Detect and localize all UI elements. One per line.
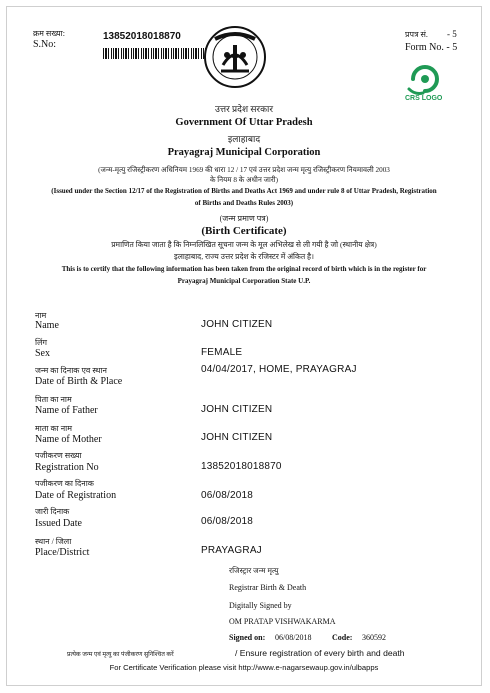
field-regno-value: 13852018018870	[201, 461, 282, 472]
signer-name: OM PRATAP VISHWAKARMA	[229, 617, 336, 626]
field-regdate-value: 06/08/2018	[201, 490, 254, 501]
state-english: Government Of Uttar Pradesh	[175, 117, 313, 128]
field-issued-hindi: जारी दिनाक	[35, 507, 70, 516]
signed-on-label: Signed on:	[229, 633, 266, 642]
registrar-english: Registrar Birth & Death	[229, 583, 307, 592]
form-hindi-label: प्रपत्र सं.	[405, 30, 428, 39]
sno-label: S.No:	[33, 39, 57, 50]
field-father-label: Name of Father	[35, 405, 98, 416]
field-name-label: Name	[35, 320, 59, 331]
signed-on-value: 06/08/2018	[275, 633, 312, 642]
field-name-value: JOHN CITIZEN	[201, 319, 273, 330]
registrar-hindi: रजिस्ट्रार जन्म मृत्यु	[229, 566, 279, 575]
cert-hindi-title: (जन्म प्रमाण पत्र)	[219, 214, 269, 223]
state-hindi: उत्तर प्रदेश सरकार	[214, 104, 274, 114]
certificate-page	[6, 6, 482, 686]
field-father-hindi: पिता का नाम	[35, 395, 72, 404]
certify-hindi-line2: इलाहाबाद, राज्य उत्तर प्रदेश के रजिस्टर में अंकित है।	[174, 252, 314, 261]
footer-ensure-hindi: प्रत्येक जन्म एवं मृत्यु का पंजीकरण सुनिश्चित करें	[67, 651, 174, 658]
act-english-line2: of Births and Deaths Rules 2003)	[194, 199, 294, 207]
field-mother-hindi: माता का नाम	[35, 424, 72, 433]
up-emblem-icon	[203, 25, 267, 89]
form-number-label: Form No. - 5	[405, 42, 458, 53]
field-regno-hindi: पजीकरण सख्या	[35, 451, 82, 460]
code-label: Code:	[332, 633, 353, 642]
certify-english-line1: This is to certify that the following information has been taken from the original record of birth which is in the register for	[61, 265, 427, 273]
certify-hindi-line1: प्रमाणित किया जाता है कि निम्नलिखित सूचना जन्म के मूल अभिलेख से ली गयी है जो (स्थानीय क्षेत्र)	[111, 240, 377, 249]
field-mother-label: Name of Mother	[35, 434, 102, 445]
field-name-hindi: नाम	[35, 311, 47, 320]
act-english-line1: (Issued under the Section 12/17 of the Registration of Births and Deaths Act 1969 and under rule 8 of Uttar Pradesh, Registration	[51, 187, 437, 195]
field-sex-hindi: लिंग	[35, 338, 47, 347]
sno-value: 13852018018870	[103, 31, 181, 42]
field-place-label: Place/District	[35, 547, 90, 558]
field-place-hindi: स्थान / जिला	[35, 537, 72, 546]
act-hindi-line1: (जन्म-मृत्यु रजिस्ट्रीकरण अधिनियम 1969 की धारा 12 / 17 एवं उत्तर प्रदेश जन्म मृत्यु रजिस्ट्रीकरण नियमावली 2003	[98, 166, 390, 174]
field-mother-value: JOHN CITIZEN	[201, 432, 273, 443]
cert-english-title: (Birth Certificate)	[201, 225, 287, 237]
field-father-value: JOHN CITIZEN	[201, 404, 273, 415]
field-sex-label: Sex	[35, 348, 50, 359]
field-place-value: PRAYAGRAJ	[201, 545, 262, 556]
corporation-name: Prayagraj Municipal Corporation	[167, 147, 321, 158]
field-regno-label: Registration No	[35, 462, 99, 473]
digitally-signed-by: Digitally Signed by	[229, 601, 292, 610]
field-dob-label: Date of Birth & Place	[35, 376, 123, 387]
field-dob-value: 04/04/2017, HOME, PRAYAGRAJ	[201, 364, 357, 375]
footer-verification-text: For Certificate Verification please visit http://www.e-nagarsewaup.gov.in/ulbapps	[109, 663, 379, 672]
certify-english-line2: Prayagraj Municipal Corporation State U.P.	[177, 277, 311, 285]
field-issued-value: 06/08/2018	[201, 516, 254, 527]
field-regdate-label: Date of Registration	[35, 490, 117, 501]
form-hindi-number: - 5	[447, 29, 457, 39]
act-hindi-line2: के नियम 8 के अधीन जारी)	[209, 176, 279, 184]
crs-logo-text: CRS LOGO	[405, 95, 443, 102]
city-hindi: इलाहाबाद	[227, 134, 261, 144]
code-value: 360592	[362, 633, 386, 642]
crs-logo-icon	[405, 59, 445, 99]
field-issued-label: Issued Date	[35, 518, 82, 529]
footer-ensure-english: / Ensure registration of every birth and death	[235, 648, 405, 658]
field-regdate-hindi: पजीकरण का दिनाक	[35, 479, 94, 488]
field-sex-value: FEMALE	[201, 347, 243, 358]
sno-hindi-label: क्रम सख्या:	[33, 29, 65, 38]
field-dob-hindi: जन्म का दिनाक एव स्थान	[35, 366, 107, 375]
